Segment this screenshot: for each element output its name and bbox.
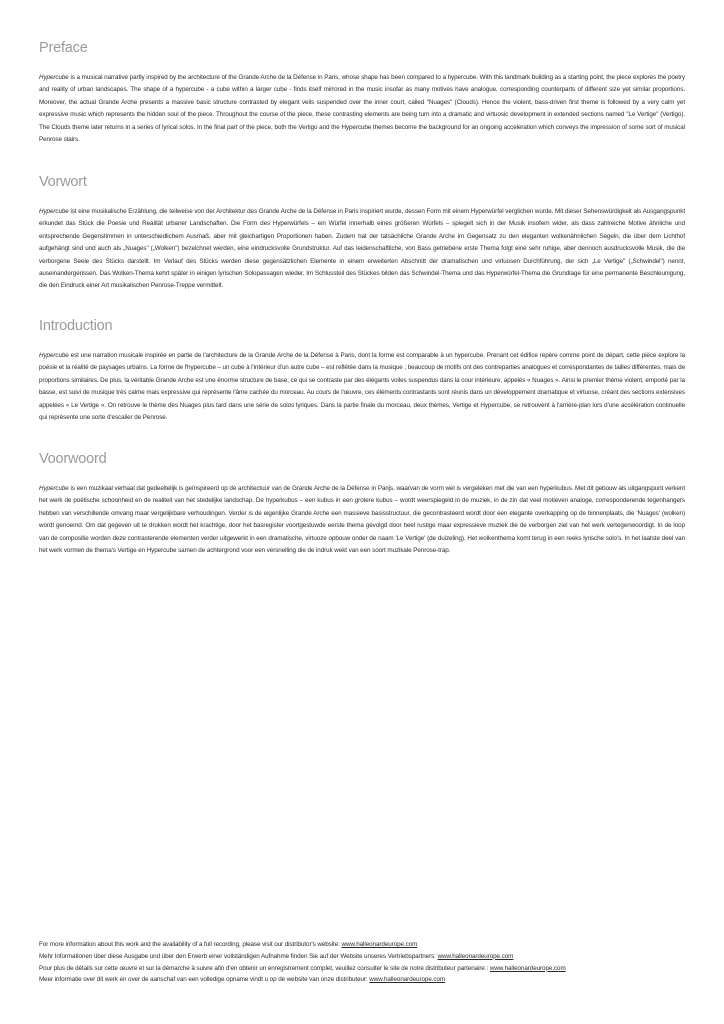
footer-line-nl: Meer informatie over dit werk en over de aanschaf van een volledige opname vindt u op de website van onze distributeur: www.halleonardeurope.com [39,976,446,984]
body-text: ist eine musikalische Erzählung, die teilweise von der Architektur des Grande Arche de la Défense in Paris inspiriert wurde, dessen Form mit einem Hyperwürfel verglichen wurde. Mit dieser Sehenswürdigkeit als Ausgangspunkt erkundet das Stück die Poesie und Realität urbaner Landschaften. Die Form des Hyperwürfels – ein Würfel innerhalb eines größeren Würfels – spiegelt sich in der Musik insofern wider, als dass zahlreiche Motive ähnliche und entsprechende Gegenstimmen in unterschiedlichem Ausmaß, aber mit gleichartigen Proportionen haben. Zudem hat der tatsächliche Grande Arche im Gegensatz zu den eleganten wolkenähnlichen Segeln, die über dem Lichthof aufgehängt sind und auch als „Nuages" („Wolken") bezeichnet werden, eine eindrucksvolle Grundstruktur. Auf das leidenschaftliche, von Bass getriebene erste Thema folgt eine sehr ruhige, aber dennoch ausdrucksvolle Musik, die die verborgene Seele des Stücks darstellt. Im Verlauf des Stücks werden diese gegensätzlichen Elemente in einem erweiterten Abschnitt der dramatischen und virtuosen Durchführung, der sich „Le Vertige" („Schwindel") nennt, auseinandergerissen. Das Wolken-Thema kehrt später in einigen lyrischen Solopassagen wieder. Im Schlussteil des Stückes bilden das Schwindel-Thema und das Hyperwürfel-Thema die Grundlage für eine permanente Beschleunigung, die den Eindruck einer Art musikalischen Penrose-Treppe vermittelt. [39,208,685,290]
section-introduction [39,318,685,424]
distributor-link[interactable]: www.halleonardeurope.com [369,976,446,984]
work-title: Hypercube [39,74,69,81]
body-text: est une narration musicale inspirée en partie de l'architecture de la Grande Arche de la Défense à Paris, dont la forme est comparable à un hypercube. Prenant cet édifice repère comme point de départ, cette pièce explore la poésie et la réalité de paysages urbains. La forme de l'hypercube – un cube à l'intérieur d'un autre cube – est reflétée dans la musique ; beaucoup de motifs ont des contreparties analogues et correspondantes de tailles différentes, mais de proportions similaires. De plus, la véritable Grande Arche est une énorme structure de base, ce qui se contraste par des élégants voiles suspendus dans la cour intérieure, appelés « Nuages ». Ainsi le premier thème violent, emporté par la basse, est suivi de musique très calme mais expressive qui représente l'âme cachée du morceau. Au cours de l'œuvre, ces éléments contrastants sont réunis dans un développement dramatique et virtuose, créant des sections extensives appelées « Le Vertige ». On retrouve le thème des Nuages plus tard dans une série de solos lyriques. Dans la partie finale du morceau, deux thèmes, Vertige et Hypercube, se retrouvent à l'arrière-plan lors d'une accélération continuelle qui représente une sorte d'escalier de Penrose. [39,352,685,422]
section-heading: Preface [39,40,88,56]
section-body [39,350,685,424]
distributor-footer [39,939,699,986]
distributor-link[interactable]: www.halleonardeurope.com [489,964,566,972]
work-title: Hypercube [39,485,69,492]
footer-line-de: Mehr Informationen über diese Ausgabe und über den Erwerb einer vollständigen Aufnahme finden Sie auf der Website unseres Vertriebspartners: www.halleonardeurope.com [39,952,514,960]
footer-line-fr: Pour plus de détails sur cette œuvre et sur la démarche à suivre afin d'en obtenir un enregistrement complet, veuillez consulter le site de notre distributeur partenaire : www.halleonardeurope.com [39,964,566,972]
section-body [39,483,685,557]
section-body [39,206,685,293]
body-text: is een muzikaal verhaal dat gedeeltelijk is geïnspireerd op de architectuur van de Grande Arche de la Défense in Parijs, waarvan de vorm wel is vergeleken met die van een hyperkubus. Met dit gebouw als uitgangspunt verkent het werk de poëtische schoonheid en de realiteit van het stedelijke landschap. De hyperkubus – een kubus in een grotere kubus – wordt weerspiegeld in de muziek, in de zin dat veel motieven analoge, corresponderende tegenhangers hebben van verschillende omvang maar vergelijkbare verhoudingen. Verder is de eigenlijke Grande Arche een massieve basisstructuur, die gecontrasteerd wordt door een elegante overkapping op de binnenplaats, die 'Nuages' (wolken) wordt genoemd. Om dat gegeven uit te drukken wordt het krachtige, door het basregister voortgestuwde eerste thema gevolgd door heel rustige maar expressieve muziek die de verborgen ziel van het werk vertegenwoordigt. In de loop van de compositie worden deze contrasterende elementen verder uitgewerkt in een dramatische, virtuoze opbouw onder de naam 'Le Vertige' (de duizeling). Het wolkenthema komt terug in een reeks lyrische solo's. In het laatste deel van het werk vormen de thema's Vertige en Hypercube samen de achtergrond voor een versnelling die de indruk wekt van een soort muzikale Penrose-trap. [39,485,685,555]
section-preface [39,40,685,146]
footer-line-en: For more information about this work and the availability of a full recording, please visit our distributor's website: www.halleonardeurope.com [39,941,418,948]
work-title: Hypercube [39,208,69,215]
section-heading: Vorwort [39,174,87,190]
distributor-link[interactable]: www.halleonardeurope.com [437,952,514,960]
work-title: Hypercube [39,352,69,359]
section-vorwort [39,174,685,293]
section-body [39,72,685,146]
section-heading: Introduction [39,318,113,334]
distributor-link[interactable]: www.halleonardeurope.com [341,941,418,948]
body-text: is a musical narrative partly inspired by the architecture of the Grande Arche de la Défense in Paris, whose shape has been compared to a hypercube. With this landmark building as a starting point, the piece explores the poetry and reality of urban landscapes. The shape of a hypercube - a cube within a larger cube - finds itself mirrored in the music insofar as many motives have analogue, corresponding counterparts of different size yet similar proportions. Moreover, the actual Grande Arche presents a massive basic structure contrasted by elegant veils suspended over the inner court, called "Nuages" (Clouds). Hence the violent, bass-driven first theme is followed by a very calm yet expressive music which represents the hidden soul of the piece. Throughout the course of the piece, these contrasting elements are being turn into a dramatic and virtuosic development in extended sections named "Le Vertige" (Vertigo). The Clouds theme later returns in a series of lyrical solos. In the final part of the piece, both the Vertigo and the Hypercube themes become the background for an ongoing acceleration which conveys the impression of some sort of musical Penrose stairs. [39,74,685,144]
section-voorwoord [39,451,685,557]
section-heading: Voorwoord [39,451,107,467]
